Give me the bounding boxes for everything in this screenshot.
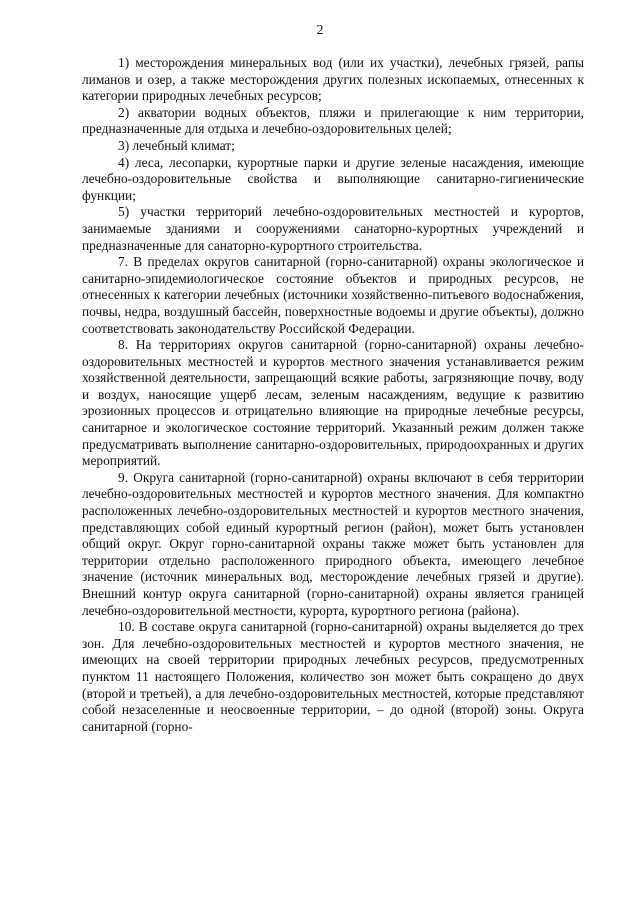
paragraph-item-3: 3) лечебный климат;	[118, 137, 235, 153]
paragraph-item-5: 5) участки территорий лечебно-оздоровительных местностей и курортов, занимаемые зданиями и сооружениями санаторно-курортных учреждений и предназначенные для санаторно-курортного строительства.	[82, 204, 584, 253]
paragraph-point-10: 10. В составе округа санитарной (горно-санитарной) охраны выделяется до трех зон. Для лечебно-оздоровительных местностей и курортов местного значения, не имеющих на своей территории природных лечебных ресурсов, предусмотренных пунктом 11 настоящего Положения, количество зон может быть сокращено до двух (второй и третьей), а для лечебно-оздоровительных местностей, которые представляют собой незаселенные и неосвоенные территории, – до одной (второй) зоны. Округа санитарной (горно-	[82, 619, 584, 734]
paragraph-point-7: 7. В пределах округов санитарной (горно-санитарной) охраны экологическое и санитарно-эпидемиологическое состояние объектов и природных ресурсов, не отнесенных к категории лечебных (источники хозяйственно-питьевого водоснабжения, почвы, недра, воздушный бассейн, поверхностные водоемы и другие объекты), должно соответствовать законодательству Российской Федерации.	[82, 254, 584, 336]
document-body	[82, 55, 584, 735]
paragraph-item-2: 2) акватории водных объектов, пляжи и прилегающие к ним территории, предназначенные для отдыха и лечебно-оздоровительных целей;	[82, 104, 584, 137]
paragraph-item-1: 1) месторождения минеральных вод (или их участки), лечебных грязей, рапы лиманов и озер, а также месторождения других полезных ископаемых, отнесенных к категории природных лечебных ресурсов;	[82, 55, 584, 104]
paragraph-item-4: 4) леса, лесопарки, курортные парки и другие зеленые насаждения, имеющие лечебно-оздоровительные свойства и выполняющие санитарно-гигиенические функции;	[82, 154, 584, 203]
paragraph-point-9: 9. Округа санитарной (горно-санитарной) охраны включают в себя территории лечебно-оздоровительных местностей и курортов местного значения. Для компактно расположенных лечебно-оздоровительных местностей и курортов местного значения, представляющих собой единый курортный регион (район), может быть установлен общий округ. Округ горно-санитарной охраны также может быть установлен для территории отдельно расположенного природного объекта, имеющего лечебное значение (источник минеральных вод, месторождение лечебных грязей и другие). Внешний контур округа санитарной (горно-санитарной) охраны является границей лечебно-оздоровительной местности, курорта, курортного региона (района).	[82, 469, 584, 618]
page-number: 2	[316, 23, 324, 38]
paragraph-point-8: 8. На территориях округов санитарной (горно-санитарной) охраны лечебно-оздоровительных местностей и курортов местного значения устанавливается режим хозяйственной деятельности, запрещающий всякие работы, загрязняющие почву, воду и воздух, наносящие ущерб лесам, зеленым насаждениям, ведущие к развитию эрозионных процессов и отрицательно влияющие на природные лечебные ресурсы, санитарное и экологическое состояние территорий. Указанный режим должен также предусматривать выполнение санитарно-оздоровительных, природоохранных и других мероприятий.	[82, 337, 584, 469]
